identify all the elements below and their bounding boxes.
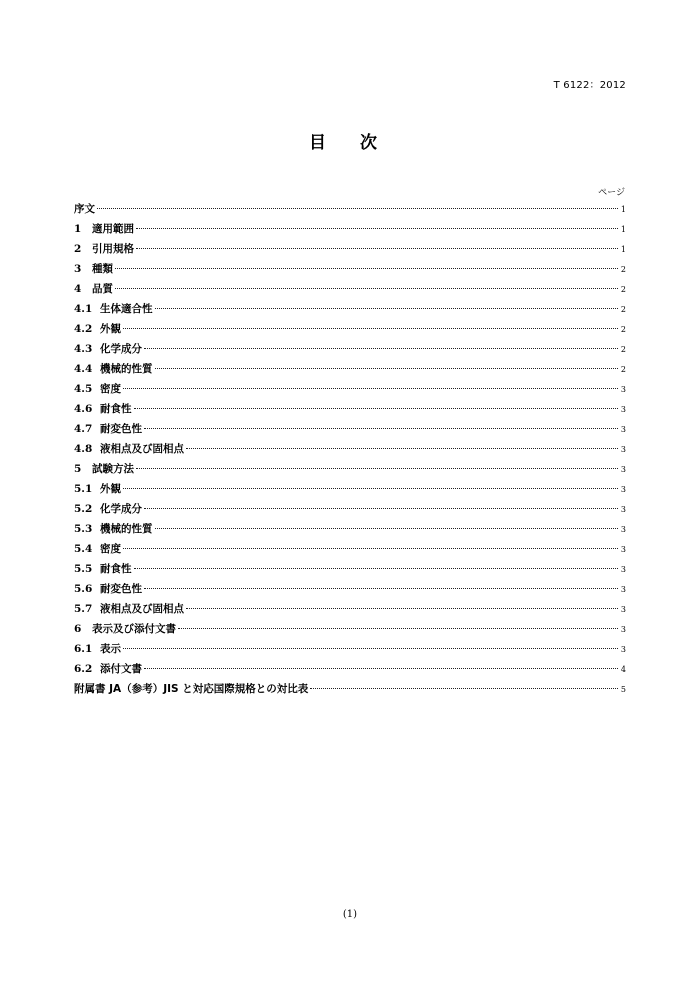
dot-leader [178,628,618,629]
toc-entry[interactable] [74,579,626,599]
toc-entry-page: 2 [620,325,626,334]
toc-entry[interactable] [74,519,626,539]
toc-entry[interactable] [74,239,626,259]
toc-entry-label: 生体適合性 [100,303,153,315]
toc-entry-page: 3 [620,405,626,414]
toc-entry-page: 1 [620,245,626,254]
toc-entry[interactable] [74,259,626,279]
toc-entry[interactable] [74,399,626,419]
toc-entry[interactable] [74,619,626,639]
toc-entry-page: 3 [620,565,626,574]
toc-entry-label: 密度 [100,543,121,555]
toc-entry-page: 3 [620,465,626,474]
toc-entry-label: 表示 [100,643,121,655]
toc-entry-number: 4 [74,283,82,295]
dot-leader [136,248,618,249]
toc-entry-number: 6.1 [74,643,93,655]
toc-entry-label: 附属書 JA（参考）JIS と対応国際規格との対比表 [74,683,309,695]
dot-leader [155,368,619,369]
toc-entry-label: 耐食性 [100,403,132,415]
toc-entry-page: 3 [620,485,626,494]
dot-leader [144,348,618,349]
toc-entry-number: 4.6 [74,403,93,415]
toc-entry-page: 3 [620,585,626,594]
toc-entry-page: 2 [620,345,626,354]
toc-entry[interactable] [74,499,626,519]
toc-entry-number: 5.1 [74,483,93,495]
toc-entry-label: 種類 [92,263,113,275]
toc-entry[interactable] [74,339,626,359]
toc-entry-number: 4.2 [74,323,93,335]
toc-entry[interactable] [74,419,626,439]
toc-entry-label: 添付文書 [100,663,142,675]
toc-entry[interactable] [74,319,626,339]
toc-entry-number: 6.2 [74,663,93,675]
toc-entry[interactable] [74,659,626,679]
dot-leader [310,688,618,689]
toc-entry-number: 5.5 [74,563,93,575]
toc-entry[interactable] [74,219,626,239]
toc-entry-label: 化学成分 [100,503,142,515]
toc-entry-label: 密度 [100,383,121,395]
toc-entry[interactable] [74,639,626,659]
toc-entry-label: 適用範囲 [92,223,134,235]
toc-entry-number: 4.5 [74,383,93,395]
toc-entry-page: 3 [620,645,626,654]
dot-leader [155,308,619,309]
toc-entry-label: 耐変色性 [100,423,142,435]
toc-entry-page: 2 [620,265,626,274]
toc-entry-page: 3 [620,545,626,554]
toc-entry-number: 4.8 [74,443,93,455]
toc-entry[interactable] [74,559,626,579]
toc-entry-page: 1 [620,205,626,214]
toc-entry-label: 耐変色性 [100,583,142,595]
dot-leader [97,208,618,209]
toc-entry-number: 5.3 [74,523,93,535]
toc-entry[interactable] [74,299,626,319]
document-id: T 6122：2012 [553,80,626,91]
toc-entry[interactable] [74,279,626,299]
toc-entry-label: 試験方法 [92,463,134,475]
toc-entry-number: 4.4 [74,363,93,375]
toc-entry-page: 3 [620,505,626,514]
toc-entry-number: 5.4 [74,543,93,555]
page-number: (1) [342,909,358,920]
dot-leader [123,548,618,549]
toc-entry-page: 5 [620,685,626,694]
toc-entry-label: 耐食性 [100,563,132,575]
toc-entry-number: 4.7 [74,423,93,435]
dot-leader [134,408,619,409]
dot-leader [115,288,618,289]
toc-entry[interactable] [74,599,626,619]
toc-entry-label: 液相点及び固相点 [100,443,184,455]
toc-entry-page: 2 [620,365,626,374]
toc-entry-number: 6 [74,623,82,635]
dot-leader [186,448,618,449]
toc-entry-page: 2 [620,305,626,314]
toc-entry-label: 機械的性質 [100,523,153,535]
dot-leader [134,568,619,569]
table-of-contents [74,199,626,699]
toc-entry-page: 3 [620,445,626,454]
dot-leader [123,488,618,489]
toc-entry-number: 5.6 [74,583,93,595]
dot-leader [123,388,618,389]
toc-entry-page: 3 [620,625,626,634]
toc-entry-number: 4.3 [74,343,93,355]
page-title: 目 次 [309,133,391,153]
dot-leader [144,508,618,509]
dot-leader [136,468,618,469]
toc-entry-page: 3 [620,425,626,434]
toc-entry-label: 序文 [74,203,95,215]
dot-leader [136,228,618,229]
dot-leader [186,608,618,609]
toc-entry[interactable] [74,379,626,399]
toc-entry-label: 化学成分 [100,343,142,355]
dot-leader [144,588,618,589]
toc-entry-label: 表示及び添付文書 [92,623,176,635]
toc-entry[interactable] [74,459,626,479]
toc-entry-number: 5.2 [74,503,93,515]
toc-entry[interactable] [74,539,626,559]
toc-entry[interactable] [74,479,626,499]
toc-entry-page: 2 [620,285,626,294]
dot-leader [144,428,618,429]
toc-entry-page: 1 [620,225,626,234]
toc-entry-label: 外観 [100,323,121,335]
dot-leader [123,648,618,649]
toc-entry-page: 3 [620,385,626,394]
toc-entry-number: 1 [74,223,82,235]
toc-entry-number: 4.1 [74,303,93,315]
toc-entry-page: 4 [620,665,626,674]
toc-entry-label: 機械的性質 [100,363,153,375]
dot-leader [155,528,619,529]
toc-entry[interactable] [74,199,626,219]
toc-entry[interactable] [74,439,626,459]
toc-entry-number: 5.7 [74,603,93,615]
dot-leader [115,268,618,269]
toc-entry[interactable] [74,359,626,379]
toc-entry-number: 3 [74,263,82,275]
toc-entry-label: 品質 [92,283,113,295]
toc-entry-number: 5 [74,463,82,475]
toc-entry-page: 3 [620,605,626,614]
toc-entry-number: 2 [74,243,82,255]
dot-leader [123,328,618,329]
toc-entry-label: 液相点及び固相点 [100,603,184,615]
toc-entry-label: 外観 [100,483,121,495]
toc-entry[interactable] [74,679,626,699]
toc-entry-label: 引用規格 [92,243,134,255]
page-column-label: ページ [598,188,625,198]
toc-entry-page: 3 [620,525,626,534]
dot-leader [144,668,618,669]
